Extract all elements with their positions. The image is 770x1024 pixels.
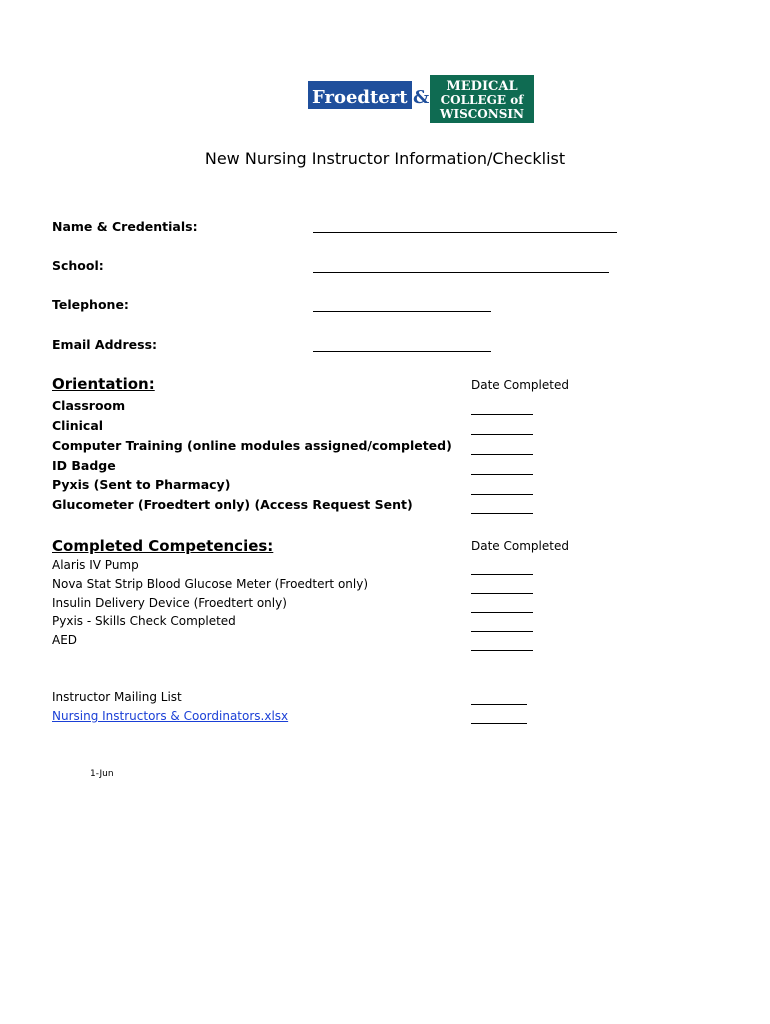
competency-date-blank[interactable] [471,593,533,594]
orientation-date-blank[interactable] [471,474,533,475]
competency-item: Alaris IV Pump [52,558,139,572]
competency-item: Nova Stat Strip Blood Glucose Meter (Froedtert only) [52,577,369,591]
email-field[interactable] [313,351,491,352]
mailing-link-blank[interactable] [471,723,527,724]
orientation-date-blank[interactable] [471,494,533,495]
competency-item: AED [52,633,78,647]
logo-ampersand: & [413,87,430,108]
orientation-item: Pyxis (Sent to Pharmacy) [52,477,231,492]
competency-date-blank[interactable] [471,631,533,632]
email-label: Email Address: [52,337,158,352]
school-label: School: [52,258,104,273]
name-credentials-label: Name & Credentials: [52,219,198,234]
competency-item: Pyxis - Skills Check Completed [52,614,236,628]
telephone-label: Telephone: [52,297,129,312]
orientation-date-blank[interactable] [471,454,533,455]
orientation-heading: Orientation: [52,375,155,393]
orientation-item: Clinical [52,418,104,433]
orientation-item: Classroom [52,398,126,413]
mailing-list-link[interactable]: Nursing Instructors & Coordinators.xlsx [52,709,289,723]
school-field[interactable] [313,272,609,273]
mailing-list-label: Instructor Mailing List [52,690,182,704]
competencies-heading: Completed Competencies: [52,537,274,555]
competency-date-blank[interactable] [471,612,533,613]
competency-date-blank[interactable] [471,574,533,575]
logo-wisconsin-text: WISCONSIN [440,107,524,121]
orientation-item: Computer Training (online modules assigned/completed) [52,438,452,453]
froedtert-mcw-logo [308,75,534,123]
orientation-item: Glucometer (Froedtert only) (Access Request Sent) [52,497,413,512]
competency-date-blank[interactable] [471,650,533,651]
orientation-date-blank[interactable] [471,414,533,415]
page-title: New Nursing Instructor Information/Checklist [204,149,566,168]
footer-date: 1-Jun [90,769,114,779]
name-credentials-field[interactable] [313,232,617,233]
competencies-date-header: Date Completed [471,539,569,553]
telephone-field[interactable] [313,311,491,312]
logo-college-text: COLLEGE of [440,93,524,107]
orientation-item: ID Badge [52,458,116,473]
logo-froedtert-text: Froedtert [312,87,408,108]
competency-item: Insulin Delivery Device (Froedtert only) [52,596,287,610]
logo-medical-text: MEDICAL [446,79,518,94]
orientation-date-header: Date Completed [471,378,569,392]
orientation-date-blank[interactable] [471,434,533,435]
orientation-date-blank[interactable] [471,513,533,514]
mailing-list-blank[interactable] [471,704,527,705]
